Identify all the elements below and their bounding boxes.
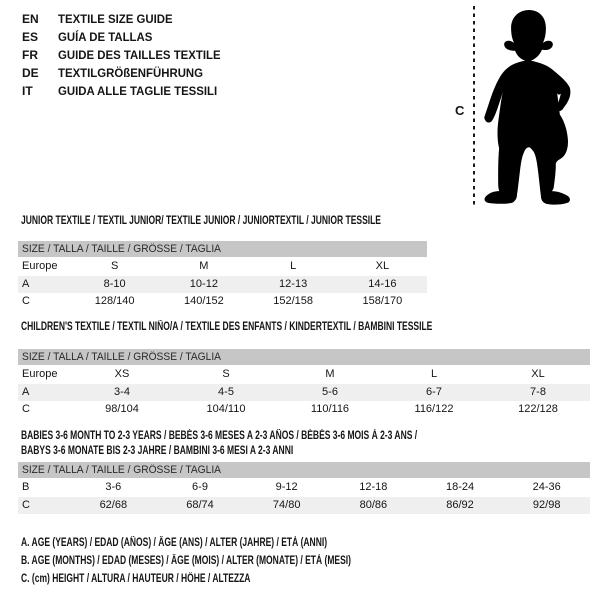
size-header-text: SIZE / TALLA / TAILLE / GRÖSSE / TAGLIA bbox=[22, 243, 222, 255]
size-cell: 10-12 bbox=[189, 277, 218, 290]
size-cell: L bbox=[430, 368, 438, 380]
size-header-text: SIZE / TALLA / TAILLE / GRÖSSE / TAGLIA bbox=[22, 351, 222, 363]
size-header-bar bbox=[18, 462, 590, 479]
row-label: C bbox=[22, 403, 30, 415]
language-code: FR bbox=[22, 48, 38, 62]
size-cell: 98/104 bbox=[105, 403, 139, 415]
size-cell: 158/170 bbox=[362, 295, 403, 307]
row-label: A bbox=[22, 277, 30, 290]
language-title-list bbox=[22, 10, 229, 100]
row-label: C bbox=[22, 295, 30, 307]
legend-note: B. AGE (MONTHS) / EDAD (MESES) / ÂGE (MOIS) / ALTER (MONATE) / ETÀ (MESI) bbox=[21, 555, 351, 567]
table-row bbox=[18, 276, 427, 294]
size-cell: 68/74 bbox=[186, 498, 214, 511]
size-cell: 86/92 bbox=[446, 498, 474, 511]
size-cell: M bbox=[325, 368, 335, 380]
table-row bbox=[18, 497, 590, 515]
language-code: DE bbox=[22, 66, 39, 80]
language-code: EN bbox=[22, 12, 39, 26]
size-cell: 24-36 bbox=[532, 481, 561, 493]
size-cell: 6-9 bbox=[192, 481, 208, 493]
section-title-text: JUNIOR TEXTILE / TEXTIL JUNIOR/ TEXTILE JUNIOR / JUNIORTEXTIL / JUNIOR TESSILE bbox=[21, 215, 381, 227]
table-row bbox=[18, 293, 427, 311]
size-cell: S bbox=[222, 368, 230, 380]
size-cell: 12-18 bbox=[359, 481, 388, 493]
language-title: GUÍA DE TALLAS bbox=[58, 30, 153, 44]
size-cell: L bbox=[290, 260, 297, 272]
size-cell: XS bbox=[114, 368, 130, 380]
row-label: Europe bbox=[22, 260, 58, 272]
size-cell: 5-6 bbox=[322, 385, 338, 398]
language-row bbox=[22, 64, 229, 82]
row-label: B bbox=[22, 481, 30, 493]
language-row bbox=[22, 46, 229, 64]
size-cell: 9-12 bbox=[275, 481, 298, 493]
size-cell: 12-13 bbox=[279, 277, 308, 290]
size-cell: 6-7 bbox=[426, 385, 442, 398]
size-cell: S bbox=[110, 260, 119, 272]
size-cell: 8-10 bbox=[103, 277, 126, 290]
size-cell: 7-8 bbox=[530, 385, 546, 398]
language-row bbox=[22, 28, 229, 46]
size-cell: 74/80 bbox=[272, 498, 301, 511]
height-measure-label: C bbox=[455, 103, 465, 118]
height-measure-line bbox=[473, 6, 475, 206]
row-label: C bbox=[22, 498, 30, 511]
size-header-bar bbox=[18, 241, 427, 258]
section-title-text: CHILDREN'S TEXTILE / TEXTIL NIÑO/A / TEXTILE DES ENFANTS / KINDERTEXTIL / BAMBINI TESSILE bbox=[21, 321, 433, 333]
junior-section-title bbox=[21, 215, 507, 227]
language-title: TEXTILE SIZE GUIDE bbox=[58, 12, 173, 26]
size-cell: XL bbox=[531, 368, 545, 380]
size-cell: 122/128 bbox=[518, 403, 558, 415]
section-title-text: BABYS 3-6 MONATE BIS 2-3 JAHRE / BAMBINI 3-6 MESI A 2-3 ANNI bbox=[21, 445, 294, 457]
legend-notes bbox=[21, 534, 467, 588]
legend-note: A. AGE (YEARS) / EDAD (AÑOS) / ÂGE (ANS) / ALTER (JAHRE) / ETÀ (ANNI) bbox=[21, 537, 328, 549]
table-row bbox=[18, 258, 427, 276]
size-cell: 18-24 bbox=[445, 481, 475, 493]
language-title: GUIDE DES TAILLES TEXTILE bbox=[58, 48, 221, 62]
language-row bbox=[22, 82, 229, 100]
size-cell: 62/68 bbox=[99, 498, 128, 511]
table-row bbox=[18, 366, 590, 384]
table-row bbox=[18, 384, 590, 402]
babies-size-table bbox=[18, 462, 590, 514]
size-cell: 14-16 bbox=[368, 277, 397, 290]
language-title: TEXTILGRÖßENFÜHRUNG bbox=[58, 66, 204, 80]
baby-silhouette-icon bbox=[481, 9, 576, 208]
row-label: A bbox=[22, 385, 30, 398]
size-header-text: SIZE / TALLA / TAILLE / GRÖSSE / TAGLIA bbox=[22, 464, 222, 476]
size-cell: 3-6 bbox=[105, 481, 122, 493]
children-section-title bbox=[21, 321, 577, 333]
table-row bbox=[18, 401, 590, 419]
section-title-text: BABIES 3-6 MONTH TO 2-3 YEARS / BEBÉS 3-6 MESES A 2-3 AÑOS / BÉBÉS 3-6 MOIS À 2-3 ANS / bbox=[21, 430, 418, 442]
language-code: IT bbox=[22, 84, 33, 98]
language-row bbox=[22, 10, 229, 28]
size-cell: 128/140 bbox=[94, 295, 135, 307]
size-cell: 110/116 bbox=[310, 403, 350, 415]
children-size-table bbox=[18, 349, 590, 419]
size-cell: 80/86 bbox=[359, 498, 388, 511]
size-cell: 140/152 bbox=[183, 295, 224, 307]
row-label: Europe bbox=[22, 368, 58, 380]
size-cell: 116/122 bbox=[414, 403, 454, 415]
language-code: ES bbox=[22, 30, 39, 44]
babies-section-title bbox=[21, 429, 556, 459]
language-title: GUIDA ALLE TAGLIE TESSILI bbox=[58, 84, 218, 98]
size-cell: 104/110 bbox=[206, 403, 246, 415]
junior-size-table bbox=[18, 241, 427, 311]
size-cell: 152/158 bbox=[273, 295, 313, 307]
size-cell: 92/98 bbox=[532, 498, 561, 511]
legend-note: C. (cm) HEIGHT / ALTURA / HAUTEUR / HÖHE / ALTEZZA bbox=[21, 573, 251, 585]
size-cell: 3-4 bbox=[114, 385, 130, 398]
table-row bbox=[18, 479, 590, 497]
size-cell: 4-5 bbox=[218, 385, 234, 398]
size-header-bar bbox=[18, 349, 590, 366]
size-cell: M bbox=[199, 260, 209, 272]
size-cell: XL bbox=[375, 260, 390, 272]
